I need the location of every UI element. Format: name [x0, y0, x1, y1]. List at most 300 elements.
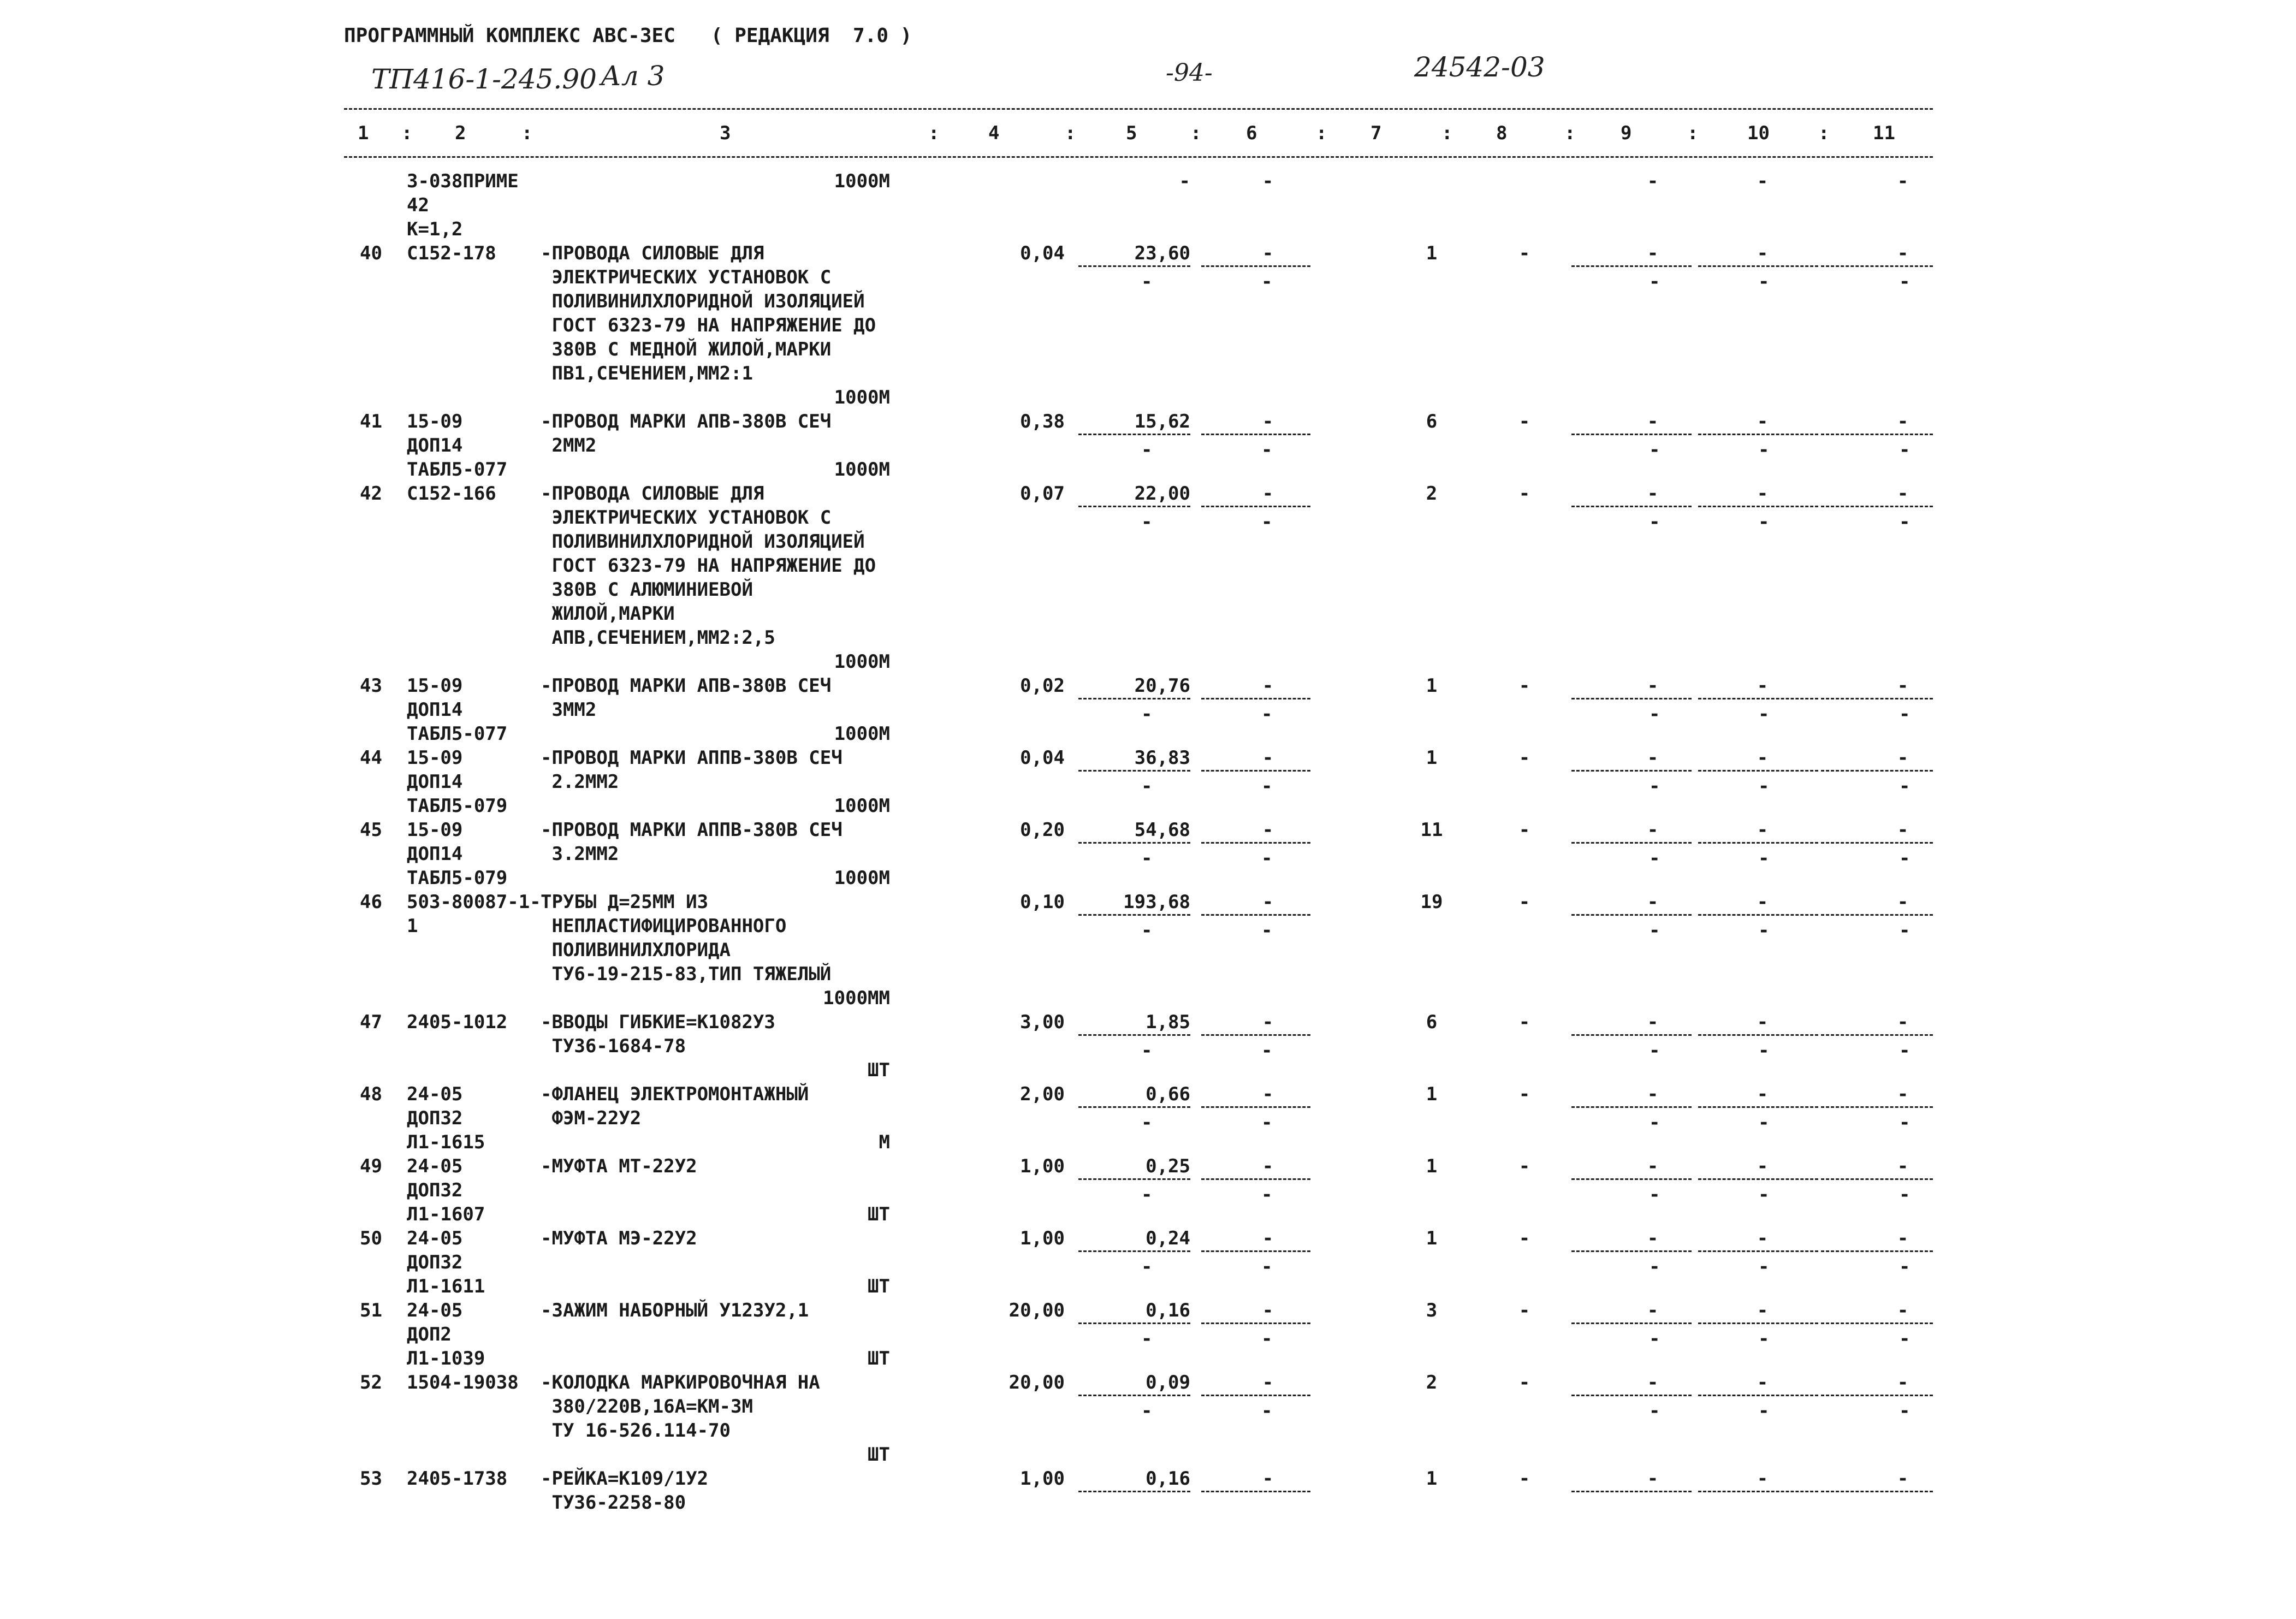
subtotal-dash: - — [1649, 1400, 1660, 1422]
col6-value: - — [1262, 1227, 1274, 1249]
row-code: 1504-19038 — [407, 1372, 519, 1393]
col4-value: 1,00 — [1020, 1155, 1065, 1177]
row-description: ГОСТ 6323-79 НА НАПРЯЖЕНИЕ ДО — [541, 315, 876, 336]
subtotal-divider — [1821, 914, 1933, 916]
row-code: 3-038ПРИМЕ — [407, 170, 519, 192]
row-number: 48 — [360, 1083, 382, 1105]
row-code: ДОП14 — [407, 435, 463, 456]
col7-value: 1 — [1426, 1468, 1438, 1490]
subtotal-dash: - — [1261, 847, 1273, 869]
row-code: ТАБЛ5-077 — [407, 459, 508, 481]
subtotal-dash: - — [1649, 439, 1660, 461]
subtotal-dash: - — [1261, 1184, 1273, 1206]
column-separator: : — [1687, 122, 1699, 144]
subtotal-dash: - — [1649, 847, 1660, 869]
column-header-6: 6 — [1246, 122, 1257, 144]
col8-value: - — [1518, 675, 1530, 697]
row-description: ЭЛЕКТРИЧЕСКИХ УСТАНОВОК С — [541, 507, 832, 529]
col8-value: - — [1518, 891, 1530, 913]
subtotal-divider — [1201, 1250, 1310, 1252]
subtotal-dash: - — [1141, 920, 1153, 941]
subtotal-divider — [1571, 1395, 1692, 1396]
subtotal-divider — [1821, 770, 1933, 772]
col7-value: 1 — [1426, 242, 1438, 264]
subtotal-dash: - — [1899, 703, 1911, 725]
row-code: 15-09 — [407, 747, 463, 769]
row-number: 40 — [360, 242, 382, 264]
col9-value: - — [1647, 1155, 1659, 1177]
subtotal-divider — [1078, 842, 1190, 844]
col11-value: - — [1897, 819, 1909, 841]
subtotal-dash: - — [1141, 511, 1153, 533]
row-description: ЖИЛОЙ,МАРКИ — [541, 603, 675, 625]
col9-value: - — [1647, 1227, 1659, 1249]
subtotal-divider — [1571, 842, 1692, 844]
subtotal-dash: - — [1141, 1256, 1153, 1278]
row-description: ПОЛИВИНИЛХЛОРИДНОЙ ИЗОЛЯЦИЕЙ — [541, 290, 865, 312]
subtotal-dash: - — [1899, 511, 1911, 533]
row-description: ГОСТ 6323-79 НА НАПРЯЖЕНИЕ ДО — [541, 555, 876, 577]
col9-value: - — [1647, 747, 1659, 769]
col5-value: 0,25 — [1146, 1155, 1190, 1177]
subtotal-dash: - — [1899, 1040, 1911, 1061]
row-description: -РЕЙКА=К109/1У2 — [541, 1468, 709, 1490]
subtotal-divider — [1201, 770, 1310, 772]
subtotal-dash: - — [1758, 1328, 1770, 1350]
col4-value: 20,00 — [1008, 1372, 1065, 1393]
subtotal-divider — [1571, 770, 1692, 772]
col4-value: 0,02 — [1020, 675, 1065, 697]
subtotal-divider — [1698, 1323, 1818, 1324]
subtotal-divider — [1698, 1491, 1818, 1492]
row-unit: 1000М — [834, 651, 890, 673]
col11-value: - — [1897, 1011, 1909, 1033]
row-description: 2.2ММ2 — [541, 771, 619, 793]
col4-value: 0,07 — [1020, 483, 1065, 505]
col11-value: - — [1897, 675, 1909, 697]
row-unit: 1000М — [834, 867, 890, 889]
col6-value: - — [1262, 675, 1274, 697]
col9-value: - — [1647, 242, 1659, 264]
col10-value: - — [1757, 1300, 1769, 1321]
row-description: 380В С АЛЮМИНИЕВОЙ — [541, 579, 753, 601]
col7-value: 1 — [1426, 747, 1438, 769]
subtotal-divider — [1821, 1250, 1933, 1252]
col8-value: - — [1518, 1155, 1530, 1177]
top-rule — [344, 108, 1933, 110]
sheet-number: Ал 3 — [601, 60, 665, 92]
row-code: 24-05 — [407, 1155, 463, 1177]
subtotal-divider — [1698, 1034, 1818, 1036]
row-code: 15-09 — [407, 411, 463, 432]
col9-value: - — [1647, 170, 1659, 192]
row-description: ФЭМ-22У2 — [541, 1107, 642, 1129]
subtotal-divider — [1821, 1323, 1933, 1324]
subtotal-dash: - — [1758, 920, 1770, 941]
subtotal-dash: - — [1649, 271, 1660, 293]
subtotal-divider — [1201, 1395, 1310, 1396]
subtotal-divider — [1078, 1323, 1190, 1324]
col10-value: - — [1757, 411, 1769, 432]
col4-value: 0,04 — [1020, 242, 1065, 264]
row-code: 503-80087-1- — [407, 891, 541, 913]
subtotal-divider — [1698, 1395, 1818, 1396]
col4-value: 0,20 — [1020, 819, 1065, 841]
row-code: 1 — [407, 915, 418, 937]
project-code: ТП416-1-245.90 — [371, 63, 597, 95]
col7-value: 1 — [1426, 1083, 1438, 1105]
subtotal-dash: - — [1141, 271, 1153, 293]
subtotal-divider — [1078, 506, 1190, 507]
row-number: 46 — [360, 891, 382, 913]
col4-value: 2,00 — [1020, 1083, 1065, 1105]
subtotal-divider — [1698, 1250, 1818, 1252]
col10-value: - — [1757, 1155, 1769, 1177]
column-header-8: 8 — [1496, 122, 1508, 144]
col7-value: 3 — [1426, 1300, 1438, 1321]
subtotal-dash: - — [1758, 439, 1770, 461]
row-description: ТРУБЫ Д=25ММ ИЗ — [541, 891, 709, 913]
column-header-11: 11 — [1873, 122, 1895, 144]
col5-value: 0,24 — [1146, 1227, 1190, 1249]
row-description: ТУ 16-526.114-70 — [541, 1420, 731, 1442]
col8-value: - — [1518, 411, 1530, 432]
subtotal-dash: - — [1758, 1256, 1770, 1278]
subtotal-divider — [1698, 698, 1818, 699]
row-description: -МУФТА МЭ-22У2 — [541, 1227, 697, 1249]
column-header-7: 7 — [1371, 122, 1382, 144]
subtotal-divider — [1571, 914, 1692, 916]
col5-value: 20,76 — [1134, 675, 1190, 697]
row-description: 380/220В,16А=КМ-3М — [541, 1396, 753, 1418]
subtotal-divider — [1571, 506, 1692, 507]
col5-value: 0,16 — [1146, 1300, 1190, 1321]
col6-value: - — [1262, 1083, 1274, 1105]
subtotal-dash: - — [1261, 920, 1273, 941]
subtotal-divider — [1078, 770, 1190, 772]
document-number: 24542-03 — [1414, 51, 1545, 83]
col11-value: - — [1897, 1083, 1909, 1105]
row-description: 380В С МЕДНОЙ ЖИЛОЙ,МАРКИ — [541, 339, 832, 360]
row-code: ДОП32 — [407, 1252, 463, 1273]
subtotal-dash: - — [1758, 1112, 1770, 1134]
row-code: 15-09 — [407, 819, 463, 841]
col4-value: 1,00 — [1020, 1468, 1065, 1490]
subtotal-dash: - — [1758, 703, 1770, 725]
row-unit: 1000М — [834, 723, 890, 745]
row-description: -ПРОВОДА СИЛОВЫЕ ДЛЯ — [541, 483, 764, 505]
subtotal-dash: - — [1649, 703, 1660, 725]
col11-value: - — [1897, 242, 1909, 264]
subtotal-dash: - — [1758, 1184, 1770, 1206]
col5-value: 15,62 — [1134, 411, 1190, 432]
row-code: Л1-1607 — [407, 1203, 485, 1225]
subtotal-dash: - — [1261, 511, 1273, 533]
row-code: ТАБЛ5-079 — [407, 867, 508, 889]
row-code: 2405-1738 — [407, 1468, 508, 1490]
subtotal-dash: - — [1261, 1400, 1273, 1422]
subtotal-dash: - — [1261, 775, 1273, 797]
row-description: -ФЛАНЕЦ ЭЛЕКТРОМОНТАЖНЫЙ — [541, 1083, 809, 1105]
row-code: 15-09 — [407, 675, 463, 697]
subtotal-dash: - — [1758, 847, 1770, 869]
row-number: 52 — [360, 1372, 382, 1393]
row-description: ЭЛЕКТРИЧЕСКИХ УСТАНОВОК С — [541, 266, 832, 288]
col9-value: - — [1647, 819, 1659, 841]
col10-value: - — [1757, 819, 1769, 841]
row-description: ПОЛИВИНИЛХЛОРИДНОЙ ИЗОЛЯЦИЕЙ — [541, 531, 865, 553]
column-header-5: 5 — [1126, 122, 1137, 144]
row-code: ДОП32 — [407, 1107, 463, 1129]
col10-value: - — [1757, 891, 1769, 913]
subtotal-divider — [1078, 914, 1190, 916]
col10-value: - — [1757, 1011, 1769, 1033]
row-number: 41 — [360, 411, 382, 432]
col10-value: - — [1757, 1372, 1769, 1393]
row-description: -ПРОВОД МАРКИ АПВ-380В СЕЧ — [541, 411, 832, 432]
row-description: ПОЛИВИНИЛХЛОРИДА — [541, 939, 731, 961]
subtotal-divider — [1698, 1106, 1818, 1108]
subtotal-dash: - — [1899, 775, 1911, 797]
col9-value: - — [1647, 1083, 1659, 1105]
col8-value: - — [1518, 242, 1530, 264]
column-separator: : — [1818, 122, 1830, 144]
col5-value: 23,60 — [1134, 242, 1190, 264]
subtotal-dash: - — [1899, 1328, 1911, 1350]
col9-value: - — [1647, 891, 1659, 913]
col5-value: 0,16 — [1146, 1468, 1190, 1490]
col6-value: - — [1262, 1155, 1274, 1177]
col10-value: - — [1757, 1468, 1769, 1490]
subtotal-divider — [1571, 1178, 1692, 1180]
subtotal-divider — [1201, 1178, 1310, 1180]
col11-value: - — [1897, 170, 1909, 192]
subtotal-dash: - — [1261, 703, 1273, 725]
subtotal-divider — [1821, 842, 1933, 844]
row-description: -ЗАЖИМ НАБОРНЫЙ У123У2,1 — [541, 1300, 809, 1321]
subtotal-divider — [1571, 1106, 1692, 1108]
row-code: ДОП2 — [407, 1324, 452, 1345]
row-code: 24-05 — [407, 1227, 463, 1249]
row-description: 3ММ2 — [541, 699, 597, 721]
col11-value: - — [1897, 1155, 1909, 1177]
column-header-2: 2 — [455, 122, 466, 144]
col11-value: - — [1897, 483, 1909, 505]
subtotal-dash: - — [1261, 439, 1273, 461]
col6-value: - — [1262, 747, 1274, 769]
row-description: -ПРОВОДА СИЛОВЫЕ ДЛЯ — [541, 242, 764, 264]
col7-value: 2 — [1426, 483, 1438, 505]
column-separator: : — [1065, 122, 1076, 144]
row-number: 43 — [360, 675, 382, 697]
subtotal-dash: - — [1649, 1328, 1660, 1350]
row-description: ТУ6-19-215-83,ТИП ТЯЖЕЛЫЙ — [541, 963, 832, 985]
subtotal-dash: - — [1758, 271, 1770, 293]
column-header-4: 4 — [988, 122, 1000, 144]
subtotal-dash: - — [1899, 439, 1911, 461]
subtotal-dash: - — [1141, 703, 1153, 725]
subtotal-dash: - — [1649, 775, 1660, 797]
row-code: 24-05 — [407, 1300, 463, 1321]
subtotal-divider — [1698, 1178, 1818, 1180]
subtotal-divider — [1078, 1106, 1190, 1108]
subtotal-divider — [1201, 434, 1310, 435]
col5-value: 193,68 — [1123, 891, 1190, 913]
row-code: К=1,2 — [407, 218, 463, 240]
subtotal-dash: - — [1261, 1040, 1273, 1061]
row-unit: 1000М — [834, 387, 890, 408]
subtotal-dash: - — [1261, 1256, 1273, 1278]
col6-value: - — [1262, 170, 1274, 192]
row-unit: ШТ — [868, 1444, 890, 1466]
col7-value: 1 — [1426, 675, 1438, 697]
col9-value: - — [1647, 1468, 1659, 1490]
column-header-1: 1 — [358, 122, 369, 144]
col10-value: - — [1757, 483, 1769, 505]
col10-value: - — [1757, 1083, 1769, 1105]
subtotal-divider — [1821, 698, 1933, 699]
subtotal-divider — [1698, 506, 1818, 507]
column-separator: : — [1190, 122, 1202, 144]
row-unit: М — [879, 1131, 890, 1153]
subtotal-divider — [1821, 1491, 1933, 1492]
subtotal-dash: - — [1649, 1040, 1660, 1061]
col6-value: - — [1262, 891, 1274, 913]
subtotal-divider — [1078, 265, 1190, 267]
subtotal-dash: - — [1261, 271, 1273, 293]
col4-value: 0,10 — [1020, 891, 1065, 913]
col9-value: - — [1647, 1372, 1659, 1393]
subtotal-dash: - — [1899, 271, 1911, 293]
row-code: Л1-1039 — [407, 1348, 485, 1369]
subtotal-dash: - — [1649, 920, 1660, 941]
subtotal-divider — [1078, 1250, 1190, 1252]
subtotal-divider — [1821, 265, 1933, 267]
col9-value: - — [1647, 483, 1659, 505]
subtotal-divider — [1078, 1034, 1190, 1036]
subtotal-divider — [1201, 1491, 1310, 1492]
page-number: -94- — [1166, 59, 1213, 87]
row-unit: ШТ — [868, 1203, 890, 1225]
subtotal-dash: - — [1649, 1112, 1660, 1134]
subtotal-dash: - — [1899, 847, 1911, 869]
row-description: ПВ1,СЕЧЕНИЕМ,ММ2:1 — [541, 363, 753, 384]
subtotal-divider — [1078, 434, 1190, 435]
col11-value: - — [1897, 1227, 1909, 1249]
row-number: 42 — [360, 483, 382, 505]
col5-value: 54,68 — [1134, 819, 1190, 841]
subtotal-divider — [1201, 842, 1310, 844]
col7-value: 1 — [1426, 1227, 1438, 1249]
col9-value: - — [1647, 411, 1659, 432]
subtotal-divider — [1201, 1323, 1310, 1324]
col6-value: - — [1262, 1468, 1274, 1490]
col11-value: - — [1897, 411, 1909, 432]
col4-value: 20,00 — [1008, 1300, 1065, 1321]
col6-value: - — [1262, 483, 1274, 505]
subtotal-divider — [1078, 1395, 1190, 1396]
row-code: С152-166 — [407, 483, 496, 505]
subtotal-divider — [1698, 914, 1818, 916]
row-unit: 1000ММ — [823, 987, 890, 1009]
subtotal-divider — [1821, 1034, 1933, 1036]
subtotal-dash: - — [1899, 1184, 1911, 1206]
col9-value: - — [1647, 1300, 1659, 1321]
col5-value: 22,00 — [1134, 483, 1190, 505]
subtotal-divider — [1821, 1178, 1933, 1180]
row-description: -КОЛОДКА МАРКИРОВОЧНАЯ НА — [541, 1372, 820, 1393]
row-description: ТУ36-1684-78 — [541, 1035, 686, 1057]
subtotal-divider — [1698, 434, 1818, 435]
col7-value: 1 — [1426, 1155, 1438, 1177]
subtotal-divider — [1698, 265, 1818, 267]
row-description: АПВ,СЕЧЕНИЕМ,ММ2:2,5 — [541, 627, 775, 649]
col8-value: - — [1518, 1011, 1530, 1033]
col7-value: 11 — [1420, 819, 1443, 841]
subtotal-divider — [1698, 842, 1818, 844]
row-number: 44 — [360, 747, 382, 769]
row-description: 2ММ2 — [541, 435, 597, 456]
row-code: Л1-1615 — [407, 1131, 485, 1153]
col5-value: 36,83 — [1134, 747, 1190, 769]
col11-value: - — [1897, 1300, 1909, 1321]
subtotal-divider — [1821, 434, 1933, 435]
subtotal-divider — [1698, 770, 1818, 772]
col6-value: - — [1262, 819, 1274, 841]
row-description: -МУФТА МТ-22У2 — [541, 1155, 697, 1177]
col8-value: - — [1518, 819, 1530, 841]
header-bottom-rule — [344, 156, 1933, 158]
col8-value: - — [1518, 1468, 1530, 1490]
row-unit: ШТ — [868, 1348, 890, 1369]
subtotal-divider — [1571, 1250, 1692, 1252]
col8-value: - — [1518, 1300, 1530, 1321]
row-unit: 1000М — [834, 170, 890, 192]
col4-value: 0,38 — [1020, 411, 1065, 432]
row-description: -ПРОВОД МАРКИ АППВ-380В СЕЧ — [541, 819, 843, 841]
col7-value: 6 — [1426, 411, 1438, 432]
subtotal-divider — [1571, 1323, 1692, 1324]
subtotal-dash: - — [1261, 1328, 1273, 1350]
subtotal-divider — [1571, 1034, 1692, 1036]
subtotal-divider — [1571, 434, 1692, 435]
row-code: ТАБЛ5-077 — [407, 723, 508, 745]
subtotal-dash: - — [1758, 1040, 1770, 1061]
row-code: 42 — [407, 194, 429, 216]
subtotal-divider — [1571, 265, 1692, 267]
subtotal-divider — [1078, 698, 1190, 699]
column-separator: : — [401, 122, 413, 144]
col10-value: - — [1757, 1227, 1769, 1249]
subtotal-divider — [1201, 914, 1310, 916]
subtotal-divider — [1078, 1178, 1190, 1180]
column-separator: : — [1441, 122, 1453, 144]
col5-value: - — [1179, 170, 1190, 192]
col8-value: - — [1518, 1227, 1530, 1249]
subtotal-divider — [1201, 265, 1310, 267]
col8-value: - — [1518, 747, 1530, 769]
subtotal-divider — [1201, 698, 1310, 699]
col7-value: 19 — [1420, 891, 1443, 913]
col6-value: - — [1262, 1300, 1274, 1321]
subtotal-divider — [1571, 1491, 1692, 1492]
col10-value: - — [1757, 675, 1769, 697]
subtotal-divider — [1821, 506, 1933, 507]
row-code: 2405-1012 — [407, 1011, 508, 1033]
row-description: НЕПЛАСТИФИЦИРОВАННОГО — [541, 915, 787, 937]
subtotal-dash: - — [1649, 1256, 1660, 1278]
col6-value: - — [1262, 242, 1274, 264]
